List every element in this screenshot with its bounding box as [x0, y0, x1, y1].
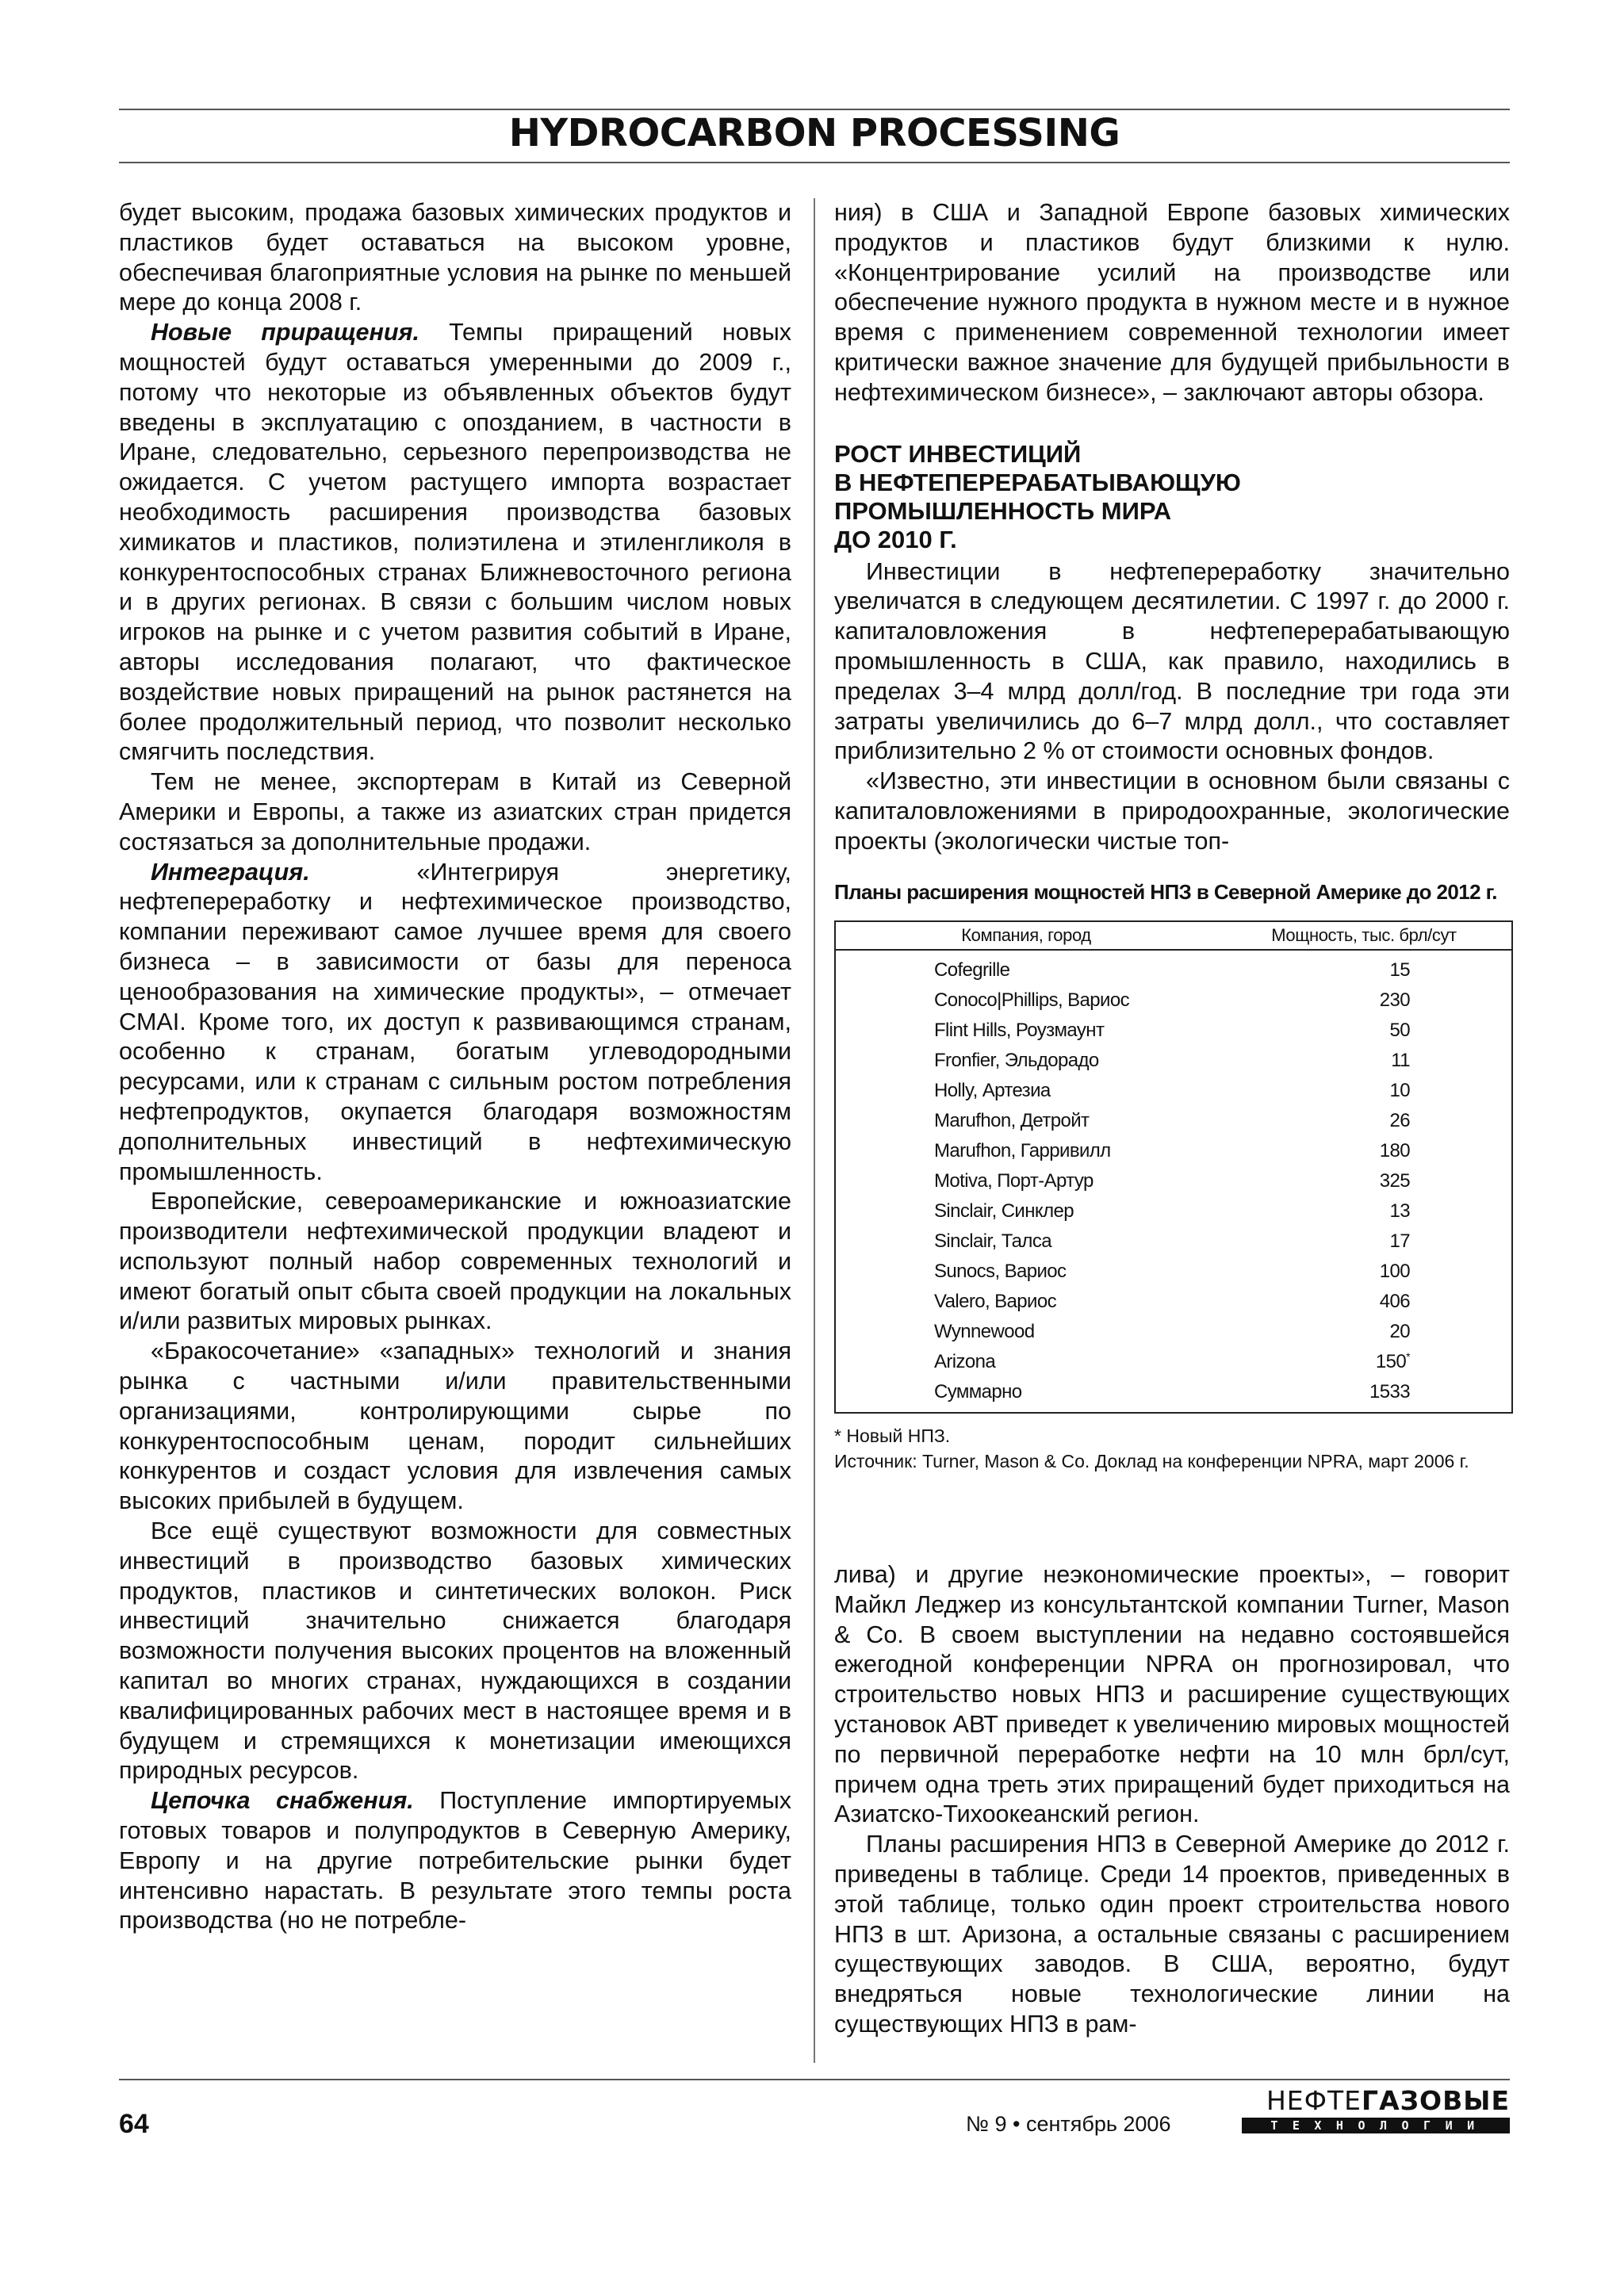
- cell-capacity: [1232, 1016, 1410, 1046]
- paragraph-text: Поступление импортируемых готовых товаров и полупродуктов в Северную Америку, Европу и на другие потребительские рынки будет интенсивно нарастать. В результате этого темпы роста производства (но не потребле-: [119, 1787, 791, 1934]
- table-row: [836, 1076, 1511, 1106]
- cell-company: Sinclair, Синклер: [934, 1200, 1074, 1222]
- section-title: [834, 440, 1510, 554]
- cell-capacity: [1232, 1347, 1410, 1377]
- refinery-table: [834, 920, 1513, 1414]
- paragraph: Европейские, североамериканские и южноазиатские производители нефтехимической продукции владеют и используют полный набор современных технологий и имеют богатый опыт сбыта своей продукции на локальных и/или развитых мировых рынках.: [119, 1188, 791, 1335]
- table-row: [836, 1317, 1511, 1347]
- column-header-capacity: Мощность, тыс. брл/сут: [1271, 924, 1457, 945]
- capacity-value: 150: [1375, 1350, 1407, 1372]
- header-underline: [119, 162, 1510, 163]
- page-number: 64: [119, 2109, 149, 2139]
- cell-company: Valero, Вариос: [934, 1290, 1056, 1312]
- paragraph: «Известно, эти инвестиции в основном были связаны с капиталовложениями в природоохранные, экологические проекты (экологически чистые топ-: [834, 767, 1510, 855]
- logo-title: [1242, 2086, 1510, 2116]
- paragraph: Все ещё существуют возможности для совместных инвестиций в производство базовых химических продуктов, пластиков и синтетических волокон. Риск инвестиций значительно снижается благодаря возможности получения высоких процентов на вложенный капитал во многих странах, нуждающихся в создании квалифицированных рабочих мест в настоящее время и в будущем и стремящихся к монетизации имеющихся природных ресурсов.: [119, 1517, 791, 1785]
- capacity-value: 11: [1391, 1049, 1410, 1071]
- cell-company: Cofegrille: [934, 959, 1010, 981]
- paragraph: ния) в США и Западной Европе базовых химических продуктов и пластиков будут близкими к нулю. «Концентрирование усилий на производстве или обеспечение нужного продукта в нужном месте и в нужное время с применением современной технологии имеет критически важное значение для будущей прибыльности в нефтехимическом бизнесе», – заключают авторы обзора.: [834, 199, 1510, 406]
- paragraph: Планы расширения НПЗ в Северной Америке до 2012 г. приведены в таблице. Среди 14 проектов, приведенных в этой таблице, только один проект строительства нового НПЗ в шт. Аризона, а остальные связаны с расширением существующих заводов. В США, вероятно, будут внедряться новые технологические линии на существующих НПЗ в рам-: [834, 1831, 1510, 2038]
- capacity-value: 20: [1389, 1320, 1410, 1342]
- paragraph: [119, 858, 791, 1188]
- table-row: [836, 1257, 1511, 1287]
- paragraph: Тем не менее, экспортерам в Китай из Северной Америки и Европы, а также из азиатских стран придется состязаться за дополнительные продажи.: [119, 768, 791, 855]
- table-row: [836, 1136, 1511, 1166]
- paragraph-lead: Интеграция.: [151, 858, 310, 886]
- cell-company: Fronfier, Эльдорадо: [934, 1049, 1099, 1071]
- table-footnotes: [834, 1423, 1510, 1474]
- capacity-value: 180: [1379, 1139, 1410, 1161]
- cell-capacity: [1232, 1377, 1410, 1407]
- table-row: [836, 1287, 1511, 1317]
- cell-company: Wynnewood: [934, 1320, 1035, 1342]
- table-row: [836, 1347, 1511, 1377]
- table-caption: Планы расширения мощностей НПЗ в Северной Америке до 2012 г.: [834, 879, 1497, 904]
- cell-capacity: [1232, 1257, 1410, 1287]
- footnote-marker: *: [1406, 1349, 1410, 1363]
- cell-company: Holly, Артезиа: [934, 1079, 1051, 1101]
- paragraph: Инвестиции в нефтепереработку значительно увеличатся в следующем десятилетии. С 1997 г. до 2000 г. капиталовложения в нефтеперерабатывающую промышленность в США, как правило, находились в пределах 3–4 млрд долл/год. В последние три года эти затраты увеличились до 6–7 млрд долл., что составляет приблизительно 2 % от стоимости основных фондов.: [834, 557, 1510, 765]
- capacity-value: 406: [1379, 1290, 1410, 1312]
- cell-capacity: [1232, 1196, 1410, 1226]
- table-row: [836, 1016, 1511, 1046]
- right-column-continued: [834, 1560, 1510, 2040]
- paragraph-lead: Новые приращения.: [151, 319, 419, 346]
- capacity-value: 17: [1389, 1230, 1410, 1252]
- cell-company: Суммарно: [934, 1380, 1022, 1402]
- table-row: [836, 1106, 1511, 1136]
- capacity-value: 13: [1389, 1200, 1410, 1222]
- table-row: [836, 1226, 1511, 1257]
- table-row: [836, 1166, 1511, 1196]
- cell-capacity: [1232, 985, 1410, 1016]
- table-row: [836, 955, 1511, 985]
- running-header: HYDROCARBON PROCESSING: [508, 111, 1120, 155]
- cell-company: Marufhon, Детройт: [934, 1109, 1090, 1131]
- cell-company: Motiva, Порт-Артур: [934, 1169, 1094, 1192]
- cell-capacity: [1232, 1076, 1410, 1106]
- cell-capacity: [1232, 1166, 1410, 1196]
- cell-capacity: [1232, 1317, 1410, 1347]
- cell-company: Sunocs, Вариос: [934, 1260, 1067, 1282]
- cell-company: Sinclair, Талса: [934, 1230, 1051, 1252]
- cell-company: Conoco|Phillips, Вариос: [934, 989, 1129, 1011]
- table-body: [836, 951, 1511, 1412]
- paragraph-text: Темпы приращений новых мощностей будут оставаться умеренными до 2009 г., потому что некоторые из объявленных объектов будут введены в эксплуатацию с опозданием, в частности в Иране, следовательно, серьезного перепроизводства не ожидается. С учетом растущего импорта возрастает необходимость расширения производства базовых химикатов и пластиков, полиэтилена и этиленгликоля в конкурентоспособных странах Ближневосточного региона и в других регионах. В связи с большим числом новых игроков на рынке и с учетом развития событий в Иране, авторы исследования полагают, что фактическое воздействие новых приращений на рынок растянется на более продолжительный период, что позволит несколько смягчить последствия.: [119, 319, 791, 766]
- capacity-value: 15: [1389, 959, 1410, 981]
- capacity-value: 100: [1379, 1260, 1410, 1282]
- table-row: [836, 985, 1511, 1016]
- capacity-value: 50: [1389, 1019, 1410, 1041]
- table-row: [836, 1196, 1511, 1226]
- cell-capacity: [1232, 1046, 1410, 1076]
- logo-light: НЕФТЕ: [1266, 2085, 1362, 2116]
- capacity-value: 230: [1379, 989, 1410, 1011]
- paragraph: будет высоким, продажа базовых химических продуктов и пластиков будет оставаться на высоком уровне, обеспечивая благоприятные условия на рынке по меньшей мере до конца 2008 г.: [119, 199, 791, 316]
- cell-capacity: [1232, 955, 1410, 985]
- capacity-value: 26: [1389, 1109, 1410, 1131]
- table-row: [836, 1377, 1511, 1407]
- section-title-line: ДО 2010 Г.: [834, 525, 957, 553]
- column-header-company: Компания, город: [961, 924, 1091, 945]
- cell-company: Marufhon, Гарривилл: [934, 1139, 1111, 1161]
- capacity-value: 1533: [1369, 1380, 1410, 1402]
- table-source: Источник: Turner, Mason & Co. Доклад на конференции NPRA, март 2006 г.: [834, 1450, 1469, 1471]
- cell-company: Flint Hills, Роузмаунт: [934, 1019, 1105, 1041]
- issue-info: № 9 • сентябрь 2006: [966, 2112, 1171, 2136]
- cell-capacity: [1232, 1226, 1410, 1257]
- logo-bold: ГАЗОВЫЕ: [1362, 2085, 1510, 2116]
- cell-capacity: [1232, 1106, 1410, 1136]
- capacity-value: 325: [1379, 1169, 1410, 1192]
- table-header: [836, 922, 1511, 951]
- table-row: [836, 1046, 1511, 1076]
- paragraph: «Бракосочетание» «западных» технологий и знания рынка с частными и/или правительственными организациями, контролирующими сырье по конкурентоспособным ценам, породит сильнейших конкурентов и создаст условия для извлечения самых высоких прибылей в будущем.: [119, 1337, 791, 1515]
- cell-company: Arizona: [934, 1350, 996, 1372]
- footer-rule: [119, 2079, 1510, 2080]
- section-title-line: ПРОМЫШЛЕННОСТЬ МИРА: [834, 496, 1172, 525]
- right-column: [834, 198, 1510, 1474]
- capacity-value: 10: [1389, 1079, 1410, 1101]
- cell-capacity: [1232, 1136, 1410, 1166]
- paragraph: [119, 318, 791, 767]
- column-divider: [814, 198, 815, 2063]
- paragraph-text: «Интегрируя энергетику, нефтепереработку и нефтехимическое производство, компании переживают самое лучшее время для своего бизнеса – в зависимости от базы для переноса ценообразования на химические продукты», – отмечает CMAI. Кроме того, их доступ к развивающимся странам, особенно к странам, богатым углеводородными ресурсами, или к странам с сильным ростом потребления нефтепродуктов, окупается благодаря возможностям дополнительных инвестиций в нефтехимическую промышленность.: [119, 858, 791, 1185]
- logo-subtitle: ТЕХНОЛОГИИ: [1242, 2118, 1510, 2133]
- section-title-line: РОСТ ИНВЕСТИЦИЙ: [834, 439, 1082, 468]
- section-title-line: В НЕФТЕПЕРЕРАБАТЫВАЮЩУЮ: [834, 468, 1241, 496]
- paragraph-lead: Цепочка снабжения.: [151, 1787, 414, 1815]
- top-rule: [119, 109, 1510, 110]
- footnote-new-refinery: * Новый НПЗ.: [834, 1425, 951, 1446]
- paragraph: лива) и другие неэкономические проекты», – говорит Майкл Леджер из консультантской компании Turner, Mason & Co. В своем выступлении на недавно состоявшейся ежегодной конференции NPRA он прогнозировал, что строительство новых НПЗ и расширение существующих установок АВТ приведет к увеличению мировых мощностей по первичной переработке нефти на 10 млн брл/сут, причем одна треть этих приращений будет приходиться на Азиатско-Тихоокеанский регион.: [834, 1561, 1510, 1828]
- cell-capacity: [1232, 1287, 1410, 1317]
- journal-logo: [1242, 2086, 1510, 2133]
- paragraph: [119, 1786, 791, 1936]
- left-column: [119, 198, 791, 1936]
